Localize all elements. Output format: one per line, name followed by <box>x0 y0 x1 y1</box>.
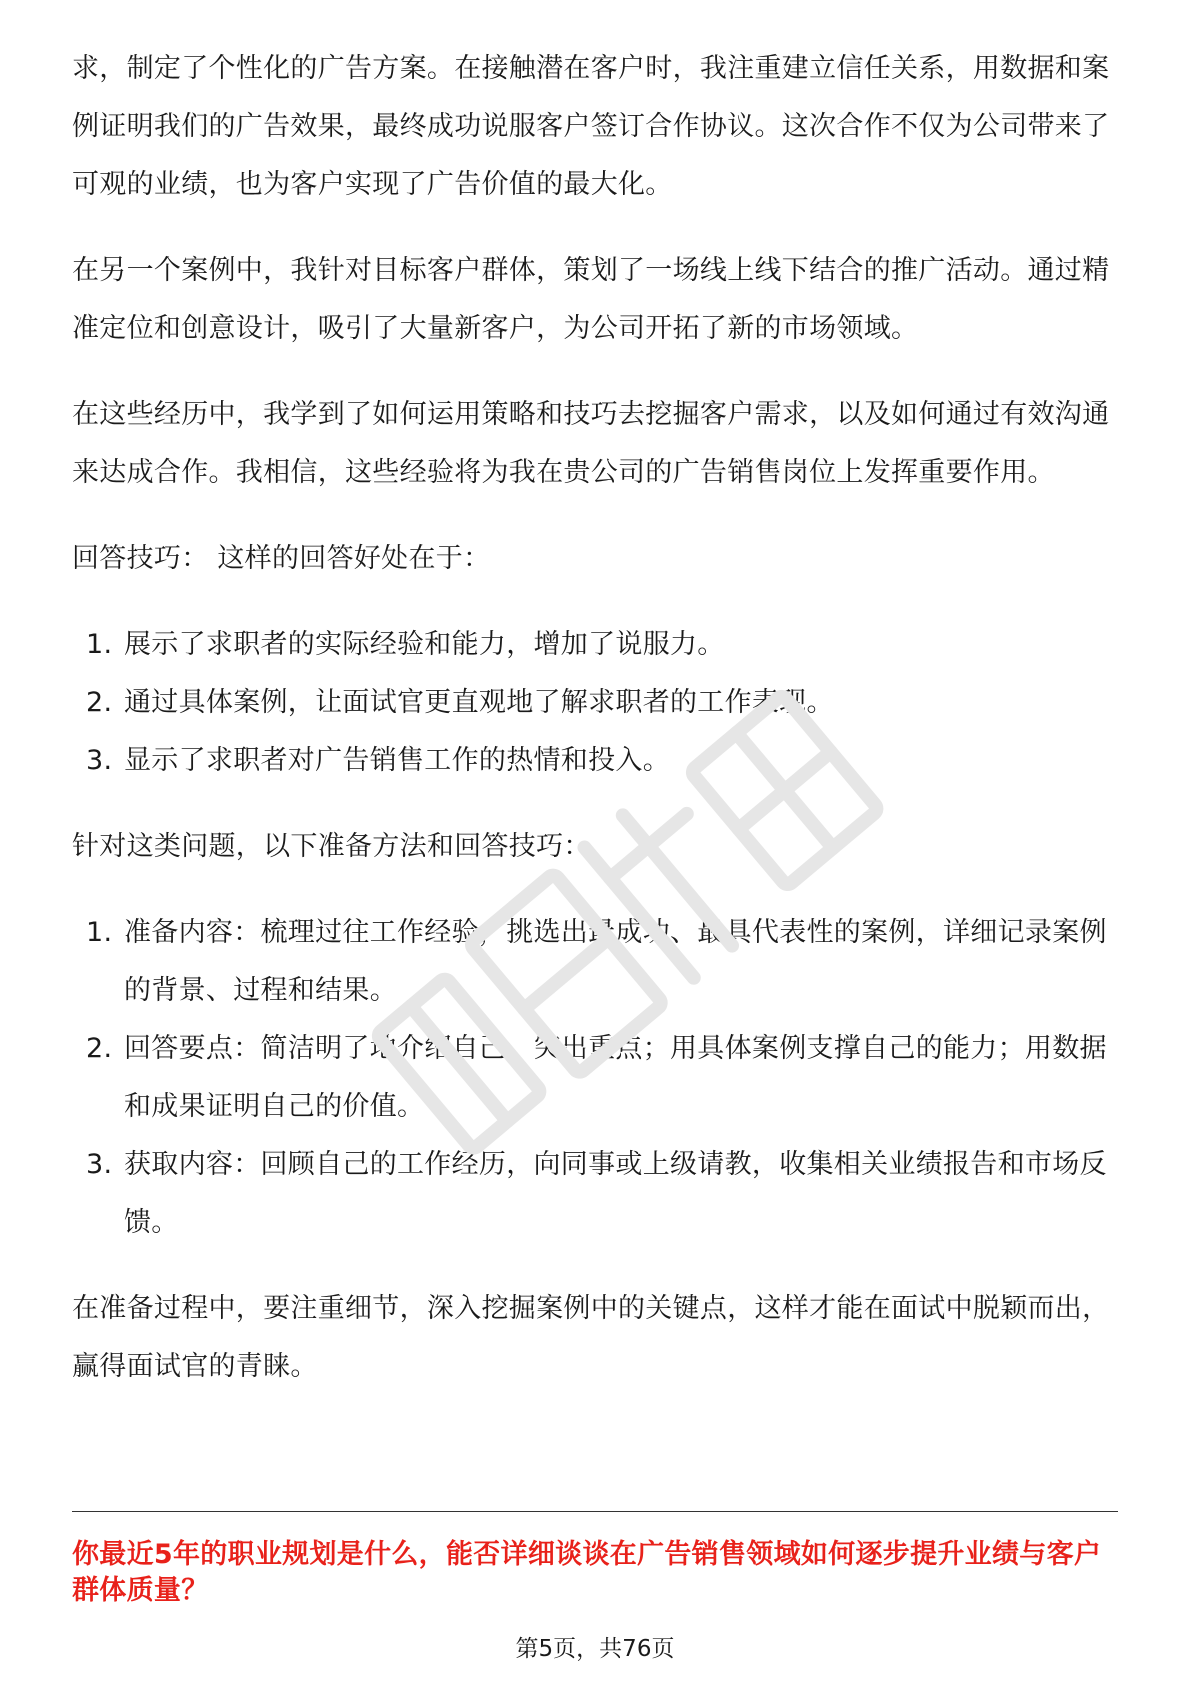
preparation-heading: 针对这类问题，以下准备方法和回答技巧： <box>72 831 591 862</box>
list-number: 1. <box>86 917 113 948</box>
list-item <box>72 904 1118 1020</box>
tips-heading: 回答技巧： 这样的回答好处在于： <box>72 543 491 574</box>
preparation-list <box>72 904 1118 1252</box>
document-body <box>72 40 1118 1424</box>
list-item-text: 展示了求职者的实际经验和能力，增加了说服力。 <box>124 629 725 660</box>
paragraph-case-one-continued: 求，制定了个性化的广告方案。在接触潜在客户时，我注重建立信任关系，用数据和案例证明我们的广告效果，最终成功说服客户签订合作协议。这次合作不仅为公司带来了可观的业绩，也为客户实现了广告价值的最大化。 <box>72 53 1110 200</box>
list-item-text: 显示了求职者对广告销售工作的热情和投入。 <box>124 745 670 776</box>
paragraph-case-two: 在另一个案例中，我针对目标客户群体，策划了一场线上线下结合的推广活动。通过精准定位和创意设计，吸引了大量新客户，为公司开拓了新的市场领域。 <box>72 255 1110 344</box>
benefits-list <box>72 616 1118 790</box>
list-item-text: 通过具体案例，让面试官更直观地了解求职者的工作表现。 <box>124 687 834 718</box>
next-question-heading: 你最近5年的职业规划是什么，能否详细谈谈在广告销售领域如何逐步提升业绩与客户群体质量？ <box>72 1539 1102 1606</box>
list-item-text: 获取内容：回顾自己的工作经历，向同事或上级请教，收集相关业绩报告和市场反馈。 <box>124 1149 1107 1238</box>
list-item-text: 准备内容：梳理过往工作经验，挑选出最成功、最具代表性的案例，详细记录案例的背景、过程和结果。 <box>124 917 1107 1006</box>
page-number-footer: 第5页，共76页 <box>515 1636 675 1662</box>
list-number: 1. <box>86 629 113 660</box>
list-number: 3. <box>86 745 113 776</box>
list-number: 2. <box>86 687 113 718</box>
list-item-text: 回答要点：简洁明了地介绍自己，突出重点；用具体案例支撑自己的能力；用数据和成果证明自己的价值。 <box>124 1033 1107 1122</box>
list-item <box>72 1136 1118 1252</box>
list-item <box>72 732 1118 790</box>
list-item <box>72 616 1118 674</box>
paragraph-closing: 在准备过程中，要注重细节，深入挖掘案例中的关键点，这样才能在面试中脱颖而出，赢得面试官的青睐。 <box>72 1293 1110 1382</box>
section-divider <box>72 1511 1118 1512</box>
list-number: 2. <box>86 1033 113 1064</box>
list-item <box>72 1020 1118 1136</box>
list-number: 3. <box>86 1149 113 1180</box>
list-item <box>72 674 1118 732</box>
paragraph-lessons: 在这些经历中，我学到了如何运用策略和技巧去挖掘客户需求，以及如何通过有效沟通来达成合作。我相信，这些经验将为我在贵公司的广告销售岗位上发挥重要作用。 <box>72 399 1110 488</box>
